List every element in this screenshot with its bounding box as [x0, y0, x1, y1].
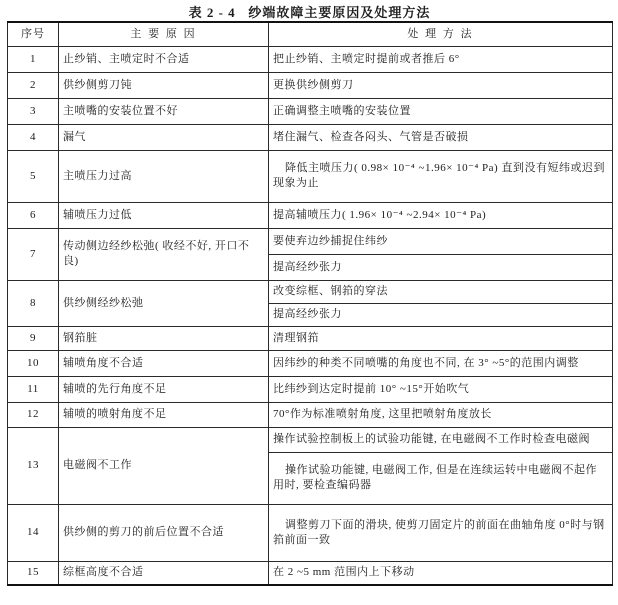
row-no: 1	[8, 46, 59, 72]
table-row	[8, 72, 613, 98]
method-cell: 降低主喷压力( 0.98× 10⁻⁴ ~1.96× 10⁻⁴ Pa) 直到没有短纬或迟到现象为止	[269, 150, 613, 202]
table-row	[8, 561, 613, 585]
cause-cell: 辅喷的喷射角度不足	[59, 402, 269, 427]
fault-table	[7, 21, 613, 586]
table-row	[8, 202, 613, 228]
method-cell: 提高辅喷压力( 1.96× 10⁻⁴ ~2.94× 10⁻⁴ Pa)	[269, 202, 613, 228]
row-no: 13	[8, 427, 59, 504]
method-cell: 把止纱销、主喷定时提前或者推后 6°	[269, 46, 613, 72]
cause-cell: 钢筘脏	[59, 326, 269, 350]
table-row	[8, 124, 613, 150]
row-no: 8	[8, 280, 59, 326]
table-row	[8, 280, 613, 303]
cause-cell: 电磁阀不工作	[59, 427, 269, 504]
row-no: 12	[8, 402, 59, 427]
cause-cell: 主喷压力过高	[59, 150, 269, 202]
method-cell: 调整剪刀下面的滑块, 使剪刀固定片的前面在曲轴角度 0°时与钢筘前面一致	[269, 504, 613, 561]
header-cause: 主 要 原 因	[59, 22, 269, 46]
cause-cell: 辅喷的先行角度不足	[59, 376, 269, 402]
row-no: 2	[8, 72, 59, 98]
method-cell: 操作试验功能键, 电磁阀工作, 但是在连续运转中电磁阀不起作用时, 要检查编码器	[269, 452, 613, 504]
header-method: 处 理 方 法	[269, 22, 613, 46]
method-cell: 在 2 ~5 mm 范围内上下移动	[269, 561, 613, 585]
table-row	[8, 326, 613, 350]
method-cell: 堵住漏气、检查各闷头、气管是否破损	[269, 124, 613, 150]
method-cell: 清理钢筘	[269, 326, 613, 350]
row-no: 10	[8, 350, 59, 376]
header-row	[8, 22, 613, 46]
table-row	[8, 427, 613, 452]
method-cell: 操作试验控制板上的试验功能键, 在电磁阀不工作时检查电磁阀	[269, 427, 613, 452]
table-row	[8, 504, 613, 561]
table-row	[8, 150, 613, 202]
header-no: 序号	[8, 22, 59, 46]
row-no: 7	[8, 228, 59, 280]
row-no: 15	[8, 561, 59, 585]
table-row	[8, 376, 613, 402]
method-cell: 改变综框、钢筘的穿法	[269, 280, 613, 303]
method-cell: 要使弃边纱捕捉住纬纱	[269, 228, 613, 254]
table-caption: 表 2 - 4 纱端故障主要原因及处理方法	[188, 5, 431, 20]
row-no: 14	[8, 504, 59, 561]
row-no: 4	[8, 124, 59, 150]
table-row	[8, 350, 613, 376]
method-cell: 提高经纱张力	[269, 303, 613, 326]
row-no: 6	[8, 202, 59, 228]
table-row	[8, 402, 613, 427]
table-row	[8, 98, 613, 124]
method-cell: 正确调整主喷嘴的安装位置	[269, 98, 613, 124]
method-cell: 因纬纱的种类不同喷嘴的角度也不同, 在 3° ~5°的范围内调整	[269, 350, 613, 376]
cause-cell: 供纱侧的剪刀的前后位置不合适	[59, 504, 269, 561]
row-no: 11	[8, 376, 59, 402]
method-cell: 70°作为标准喷射角度, 这里把喷射角度放长	[269, 402, 613, 427]
method-cell: 提高经纱张力	[269, 254, 613, 280]
row-no: 9	[8, 326, 59, 350]
table-row	[8, 46, 613, 72]
method-cell: 比纬纱到达定时提前 10° ~15°开始吹气	[269, 376, 613, 402]
cause-cell: 供纱侧剪刀钝	[59, 72, 269, 98]
table-row	[8, 228, 613, 254]
method-cell: 更换供纱侧剪刀	[269, 72, 613, 98]
cause-cell: 综框高度不合适	[59, 561, 269, 585]
cause-cell: 主喷嘴的安装位置不好	[59, 98, 269, 124]
cause-cell: 辅喷压力过低	[59, 202, 269, 228]
cause-cell: 止纱销、主喷定时不合适	[59, 46, 269, 72]
row-no: 5	[8, 150, 59, 202]
cause-cell: 传动侧边经纱松弛( 收经不好, 开口不良)	[59, 228, 269, 280]
cause-cell: 辅喷角度不合适	[59, 350, 269, 376]
cause-cell: 漏气	[59, 124, 269, 150]
row-no: 3	[8, 98, 59, 124]
cause-cell: 供纱侧经纱松弛	[59, 280, 269, 326]
